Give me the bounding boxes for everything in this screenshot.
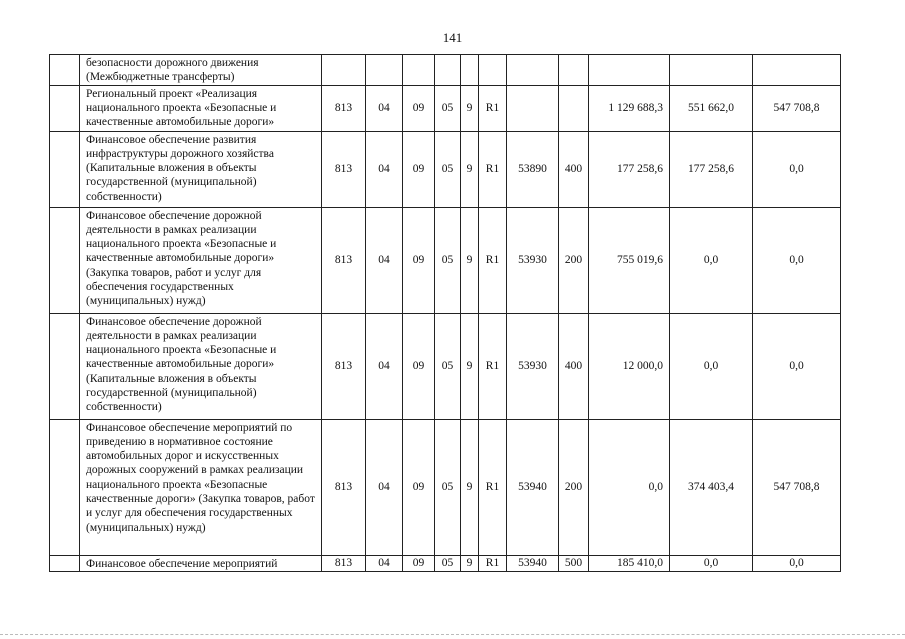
direction-code-cell: 53890 <box>507 131 559 207</box>
amount-year3-cell: 0,0 <box>753 313 841 419</box>
amount-year3-cell: 0,0 <box>753 207 841 313</box>
expense-type-cell: 500 <box>559 555 589 571</box>
table-row <box>50 55 841 86</box>
program-code-cell: 05 <box>435 419 461 555</box>
chapter-code-cell: 813 <box>322 85 366 131</box>
section-code-cell: 04 <box>366 555 403 571</box>
project-code-cell <box>479 55 507 86</box>
row-marker-cell <box>50 419 80 555</box>
expense-type-cell: 400 <box>559 131 589 207</box>
amount-year1-cell: 755 019,6 <box>589 207 670 313</box>
row-marker-cell <box>50 555 80 571</box>
row-marker-cell <box>50 313 80 419</box>
amount-year2-cell: 0,0 <box>670 313 753 419</box>
program-code-cell: 05 <box>435 207 461 313</box>
project-code-cell: R1 <box>479 85 507 131</box>
program-code-cell <box>435 55 461 86</box>
row-marker-cell <box>50 131 80 207</box>
subsection-code-cell: 09 <box>403 419 435 555</box>
table-row <box>50 85 841 131</box>
budget-table <box>49 54 841 572</box>
amount-year1-cell <box>589 55 670 86</box>
row-marker-cell <box>50 85 80 131</box>
direction-code-cell: 53940 <box>507 419 559 555</box>
direction-code-cell: 53930 <box>507 207 559 313</box>
chapter-code-cell: 813 <box>322 207 366 313</box>
amount-year3-cell: 547 708,8 <box>753 419 841 555</box>
subprogram-code-cell: 9 <box>461 207 479 313</box>
chapter-code-cell: 813 <box>322 313 366 419</box>
page-bottom-edge <box>0 634 905 635</box>
subprogram-code-cell: 9 <box>461 313 479 419</box>
item-name-cell: Финансовое обеспечение мероприятий по приведению в нормативное состояние автомобильных дорог и искусственных дорожных сооружений в рамках реализации национального проекта «Безопасные качественные дороги» (Закупка товаров, работ и услуг для обеспечения государственных (муниципальных) нужд) <box>80 419 322 555</box>
amount-year2-cell: 177 258,6 <box>670 131 753 207</box>
item-name-cell: Финансовое обеспечение развития инфраструктуры дорожного хозяйства (Капитальные вложения в объекты государственной (муниципальной) собственности) <box>80 131 322 207</box>
amount-year2-cell: 551 662,0 <box>670 85 753 131</box>
project-code-cell: R1 <box>479 131 507 207</box>
amount-year2-cell: 374 403,4 <box>670 419 753 555</box>
section-code-cell <box>366 55 403 86</box>
table-row <box>50 419 841 555</box>
amount-year3-cell: 0,0 <box>753 131 841 207</box>
chapter-code-cell: 813 <box>322 555 366 571</box>
table-row <box>50 131 841 207</box>
expense-type-cell <box>559 85 589 131</box>
section-code-cell: 04 <box>366 131 403 207</box>
project-code-cell: R1 <box>479 555 507 571</box>
chapter-code-cell: 813 <box>322 131 366 207</box>
subsection-code-cell: 09 <box>403 555 435 571</box>
amount-year1-cell: 185 410,0 <box>589 555 670 571</box>
row-marker-cell <box>50 207 80 313</box>
project-code-cell: R1 <box>479 313 507 419</box>
expense-type-cell: 200 <box>559 207 589 313</box>
amount-year1-cell: 1 129 688,3 <box>589 85 670 131</box>
amount-year1-cell: 177 258,6 <box>589 131 670 207</box>
subprogram-code-cell: 9 <box>461 131 479 207</box>
subsection-code-cell: 09 <box>403 207 435 313</box>
subprogram-code-cell: 9 <box>461 555 479 571</box>
section-code-cell: 04 <box>366 207 403 313</box>
program-code-cell: 05 <box>435 131 461 207</box>
expense-type-cell <box>559 55 589 86</box>
subprogram-code-cell <box>461 55 479 86</box>
row-marker-cell <box>50 55 80 86</box>
page-number: 141 <box>442 30 463 45</box>
direction-code-cell <box>507 85 559 131</box>
subprogram-code-cell: 9 <box>461 85 479 131</box>
expense-type-cell: 200 <box>559 419 589 555</box>
table-row <box>50 313 841 419</box>
subsection-code-cell <box>403 55 435 86</box>
item-name-cell: безопасности дорожного движения (Межбюджетные трансферты) <box>80 55 322 86</box>
amount-year1-cell: 12 000,0 <box>589 313 670 419</box>
section-code-cell: 04 <box>366 85 403 131</box>
direction-code-cell <box>507 55 559 86</box>
amount-year2-cell <box>670 55 753 86</box>
subsection-code-cell: 09 <box>403 313 435 419</box>
chapter-code-cell <box>322 55 366 86</box>
amount-year3-cell <box>753 55 841 86</box>
expense-type-cell: 400 <box>559 313 589 419</box>
section-code-cell: 04 <box>366 313 403 419</box>
program-code-cell: 05 <box>435 555 461 571</box>
program-code-cell: 05 <box>435 313 461 419</box>
project-code-cell: R1 <box>479 419 507 555</box>
item-name-cell: Региональный проект «Реализация национального проекта «Безопасные и качественные автомобильные дороги» <box>80 85 322 131</box>
direction-code-cell: 53930 <box>507 313 559 419</box>
subsection-code-cell: 09 <box>403 131 435 207</box>
amount-year2-cell: 0,0 <box>670 555 753 571</box>
amount-year1-cell: 0,0 <box>589 419 670 555</box>
item-name-cell: Финансовое обеспечение мероприятий <box>80 555 322 571</box>
direction-code-cell: 53940 <box>507 555 559 571</box>
chapter-code-cell: 813 <box>322 419 366 555</box>
section-code-cell: 04 <box>366 419 403 555</box>
table-row <box>50 555 841 571</box>
program-code-cell: 05 <box>435 85 461 131</box>
project-code-cell: R1 <box>479 207 507 313</box>
amount-year3-cell: 0,0 <box>753 555 841 571</box>
item-name-cell: Финансовое обеспечение дорожной деятельности в рамках реализации национального проекта «Безопасные и качественные автомобильные дороги» (Закупка товаров, работ и услуг для обеспечения государственных (муниципальных) нужд) <box>80 207 322 313</box>
amount-year3-cell: 547 708,8 <box>753 85 841 131</box>
subsection-code-cell: 09 <box>403 85 435 131</box>
subprogram-code-cell: 9 <box>461 419 479 555</box>
amount-year2-cell: 0,0 <box>670 207 753 313</box>
table-row <box>50 207 841 313</box>
item-name-cell: Финансовое обеспечение дорожной деятельности в рамках реализации национального проекта «Безопасные и качественные автомобильные дороги» (Капитальные вложения в объекты государственной (муниципальной) собственности) <box>80 313 322 419</box>
